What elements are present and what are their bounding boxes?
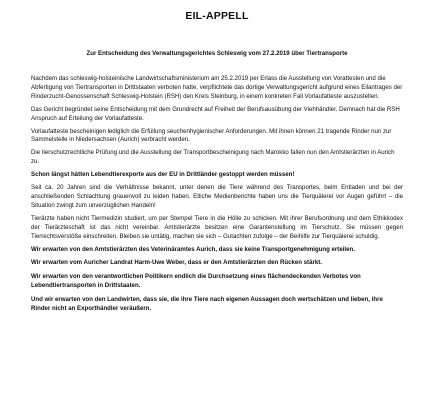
demand-veterinary-office: Wir erwarten von den Amtstierärzten des Veterinäramtes Aurich, dass sie keine Transportgenehmigung erteilen. <box>31 245 355 253</box>
document-title: EIL-APPELL <box>185 10 249 22</box>
demand-politicians: Wir erwarten von den verantwortlichen Politikern endlich die Durchsetzung eines flächendeckenden Verbotes von Lebendtiertransporten in Drittstaaten. <box>31 273 361 290</box>
demand-farmers: Und wir erwarten von den Landwirten, dass sie, die ihre Tiere nach eigenen Aussagen doch wertschätzen und lieben, ihre Rinder nicht an Exporthändler veräußern. <box>31 296 383 313</box>
document-subtitle: Zur Entscheidung des Verwaltungsgerichtes Schleswig vom 27.2.2019 über Tiertransporte <box>86 50 348 57</box>
demand-district-administrator: Wir erwarten vom Auricher Landrat Harm-Uwe Weber, dass er den Amtstierärzten den Rücken stärkt. <box>31 259 322 267</box>
paragraph-court-reasoning: Das Gericht begründet seine Entscheidung mit dem Grundrecht auf Freiheit der Berufsausübung der Viehhändler. Demnach hat die RSH Anspruch auf Erteilung der Vorlaufatteste. <box>31 105 400 122</box>
headline-stop-exports: Schon längst hätten Lebendtierexporte aus der EU in Drittländer gestoppt werden müssen! <box>31 171 295 179</box>
paragraph-aurich-responsibility: Die tierschutzrechtliche Prüfung und die Ausstellung der Transportbescheinigung nach Marokko fallen nun den Amtstierärzten in Aurich zu. <box>31 149 395 166</box>
demands-list <box>31 246 403 314</box>
paragraph-veterinarian-duty: Tierärzte haben nicht Tiermedizin studiert, um per Stempel Tiere in die Hölle zu schicken. Mit ihrer Berufsordnung und dem Ethikkodex der Tierärzteschaft ist das nicht vereinbar. Amtstierärzte besitzen eine Garantenstellung im Tierschutz. Sie müssen gegen Tierrechtsverstöße einschreiten. Bleiben sie untätig, machen sie sich – Gutachten zufolge – der Beihilfe zur Tierquälerei schuldig. <box>31 214 403 240</box>
paragraph-known-conditions: Seit ca. 20 Jahren sind die Verhältnisse bekannt, unter denen die Tiere während des Transportes, beim Entladen und bei der anschließenden Schlachtung grauenvoll zu leiden haben. Etliche Medienberichte haben uns die Tierquälerei vor Augen geführt – die Situation zwingt zum unverzüglichen Handeln! <box>31 184 403 209</box>
paragraph-ban-decision: Nachdem das schleswig-holsteinische Landwirtschaftsministerium am 25.2.2019 per Erlass die Ausstellung von Vorattesten und die Abfertigung von Tiertransporten in Drittstaaten verboten hatte, verpflichtete das dortige Verwaltungsgericht aufgrund eines Eilantrages der Rinderzucht-Genossenschaft Schleswig-Holstein (RSH) den Kreis Steinburg, in einem konkreten Fall Vorlaufatteste auszustellen. <box>31 75 403 100</box>
paragraph-pre-certificates: Vorlaufatteste bescheinigen lediglich die Erfüllung seuchenhygienischer Anforderungen. Mit ihnen können 21 tragende Rinder nun zur Sammelstelle in Niedersachsen (Aurich) verbracht werden. <box>31 127 392 144</box>
